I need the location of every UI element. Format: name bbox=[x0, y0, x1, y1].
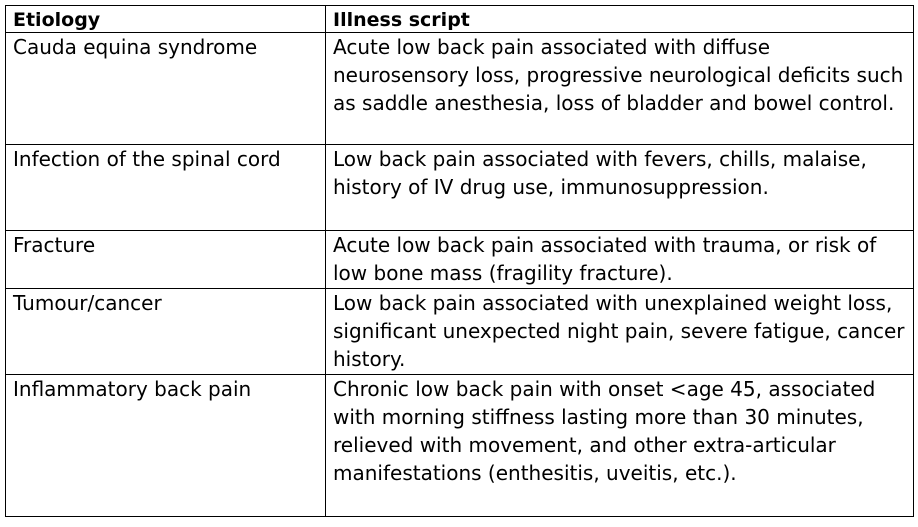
illness-script-cell: Low back pain associated with fevers, chills, malaise, history of IV drug use, immunosuppression. bbox=[326, 145, 914, 231]
etiology-table bbox=[5, 5, 914, 517]
etiology-cell: Cauda equina syndrome bbox=[6, 33, 326, 145]
illness-script-cell: Low back pain associated with unexplained weight loss, significant unexpected night pain, severe fatigue, cancer history. bbox=[326, 289, 914, 375]
header-illness-script: Illness script bbox=[326, 6, 914, 33]
etiology-cell: Infection of the spinal cord bbox=[6, 145, 326, 231]
etiology-cell: Tumour/cancer bbox=[6, 289, 326, 375]
header-etiology: Etiology bbox=[6, 6, 326, 33]
table-row bbox=[6, 289, 914, 375]
header-row bbox=[6, 6, 914, 33]
table-row bbox=[6, 231, 914, 289]
illness-script-cell: Chronic low back pain with onset <age 45, associated with morning stiffness lasting more than 30 minutes, relieved with movement, and other extra-articular manifestations (enthesitis, uveitis, etc.). bbox=[326, 375, 914, 517]
table-row bbox=[6, 375, 914, 517]
illness-script-cell: Acute low back pain associated with trauma, or risk of low bone mass (fragility fracture). bbox=[326, 231, 914, 289]
etiology-cell: Fracture bbox=[6, 231, 326, 289]
illness-script-cell: Acute low back pain associated with diffuse neurosensory loss, progressive neurological deficits such as saddle anesthesia, loss of bladder and bowel control. bbox=[326, 33, 914, 145]
etiology-cell: Inflammatory back pain bbox=[6, 375, 326, 517]
table-row bbox=[6, 145, 914, 231]
table-row bbox=[6, 33, 914, 145]
